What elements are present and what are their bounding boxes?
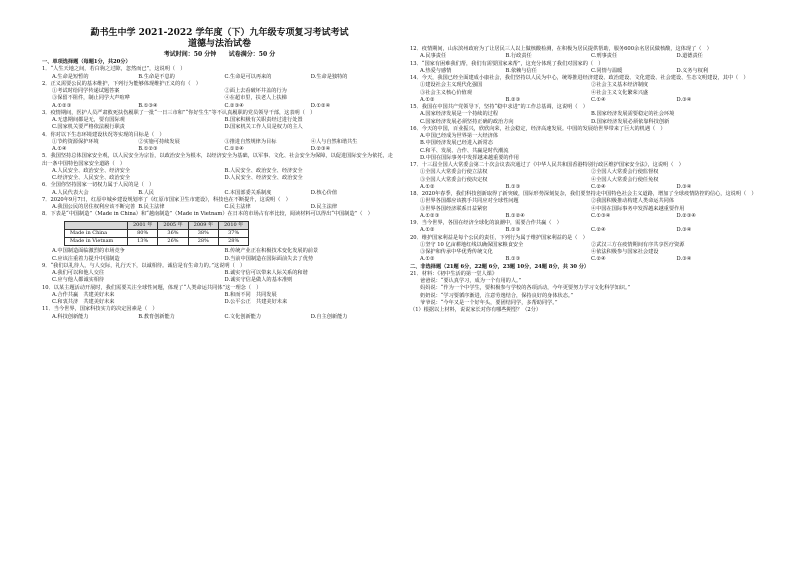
options <box>410 227 762 234</box>
option: D.生命是独特的 <box>310 73 348 80</box>
option: C.①③④ <box>591 212 611 219</box>
option: ③社会主义核心价值观 <box>420 89 472 96</box>
question: 11．当今世界，国家科技实力的决定因素是（ ） <box>42 306 158 313</box>
option: B.①③ <box>505 227 521 234</box>
table-header-cell: 2001 年 <box>128 221 158 229</box>
table-cell: Made in Vietnam <box>65 238 128 246</box>
option: ④依法积极参与国家社会建设 <box>591 249 659 255</box>
option: B.①②③ <box>138 146 158 152</box>
option: C.②④ <box>591 256 606 263</box>
option: D.民主法律 <box>310 204 338 210</box>
option: D.②③④ <box>676 212 697 219</box>
option: D.核心价值 <box>310 189 338 196</box>
option: C.①②④ <box>224 146 244 152</box>
options <box>42 314 397 321</box>
table-cell: Made in China <box>65 229 128 237</box>
question: 16．今天的中国，百业振兴，欣欣向荣，社会稳定，经济高速发展。中国的发展给世界带来了巨大的机遇（ ） <box>410 125 666 132</box>
table-cell: 37% <box>218 229 248 237</box>
exam-time: 考试时间：50 分钟 <box>163 51 217 58</box>
option: ②我国积极推动构建人类命运共同体 <box>591 198 675 205</box>
option: A.国家经济发展是一个持续的过程 <box>420 111 499 118</box>
table-cell: 28% <box>218 238 248 246</box>
options <box>42 117 397 132</box>
option: C.②④ <box>591 183 606 190</box>
option: C.和平、发展、合作、共赢是时代潮流 <box>420 147 509 154</box>
option: A.科技创新能力 <box>52 313 89 320</box>
table-cell: 13% <box>128 238 158 246</box>
option: A.热爱与感情 <box>420 67 452 74</box>
option: A.中国已经成为世界第一大经济体 <box>420 133 499 139</box>
option: B.国家经济发展需要稳定的社会环境 <box>591 111 675 118</box>
option: D.道德责任 <box>676 53 703 60</box>
option: ④在超市里，扶老人上扶梯 <box>224 95 287 102</box>
option: A.①②③ <box>420 212 440 219</box>
option: D.中国在国际事务中发挥越来越重要的作用 <box>420 154 519 161</box>
options <box>42 74 397 81</box>
material-line: 奶奶说：“学习要循序渐进，注意劳逸结合，保持良好的身体状态。” <box>420 292 574 299</box>
table-header-cell <box>65 221 128 229</box>
question: 5．我国坚持总体国家安全观，以人民安全为宗旨，以政治安全为根本，以经济安全为基础，以军事、文化、社会安全为保障，以促进国际安全为依托，走出一条中国特色国家安全道路（ ） <box>42 153 393 167</box>
option: B.诚实守信可以带来人际关系的和谐 <box>224 270 308 276</box>
option: D.③④ <box>676 96 692 103</box>
option: C.本国部委关系制度 <box>224 189 272 196</box>
option: C.应该注重着力提升中国制造 <box>52 255 120 262</box>
question: 20．维护国家利益是每个公民的责任，下列行为属于维护国家利益的是（ ） <box>410 234 588 241</box>
option: D.国家机关工作人员是权力的主人 <box>224 124 303 131</box>
material-line: 妈妈说：“作为一个中学生，要积极参与学校的各项活动，今年更要努力学习文化科学知识。” <box>420 285 631 292</box>
question: 18．2020年春季，我们科技创新取得了新突破，国际形势深刻复杂，我们要坚持走中国特色社会主义道路，增加了全球疫情防控的信心，这说明（ ） <box>410 191 757 197</box>
option: ②武汉三方在疫情期间有序共享医疗资源 <box>591 241 685 248</box>
option: C.国家机关要严格依法履行职责 <box>52 124 125 131</box>
exam-meta <box>42 50 397 59</box>
option: B.②③ <box>505 96 521 103</box>
option: A.人民代表大会 <box>52 189 89 196</box>
options <box>42 248 397 263</box>
question: 10．以某主题活动开展时，我们需要关注全球性问题，体现了“人类命运共同体”这一理念（ ） <box>42 284 262 291</box>
option: C.应与他人都诚实相待 <box>52 277 105 284</box>
option: ①世界各国都应该携手共同应对全球性问题 <box>420 198 519 205</box>
options <box>42 139 397 146</box>
option: D.③④ <box>676 183 692 190</box>
option: A.①② <box>420 227 435 234</box>
option: C.同情与温暖 <box>591 67 623 74</box>
question: 12．疫情期间，山东滨州政府为了让居民三人以上做核酸检测，在积极为居民提供帮助，服务600余名居民做核酸，这体现了（ ） <box>410 46 712 52</box>
option: A.中国制造面临激烈的市场竞争 <box>52 248 125 255</box>
option: ③保留不阻件，制止同学大声喧哗 <box>52 95 130 102</box>
option: C.民主法律 <box>224 204 251 210</box>
material <box>410 278 762 307</box>
option: A.①② <box>420 256 435 263</box>
option: C.国家经济发展必须坚持正确的政治方向 <box>420 118 514 125</box>
option: B.①②④ <box>505 212 525 219</box>
options <box>410 133 762 162</box>
option: A.合作共赢 共建美好未来 <box>52 291 115 298</box>
option: B.行政责任 <box>505 53 532 60</box>
table-cell: 36% <box>158 229 188 237</box>
table-header-row <box>65 221 249 229</box>
options <box>42 190 397 197</box>
option: B.民主法律 <box>138 204 165 210</box>
page-title: 勐书生中学 2021-2022 学年度（下）九年级专项复习考试考试 <box>90 28 349 38</box>
option: C.文化创新能力 <box>224 313 262 320</box>
table-cell: 38% <box>188 229 218 237</box>
options <box>410 68 762 75</box>
option: D.③④ <box>676 256 692 263</box>
option: ③保护和传承中华优秀传统文化 <box>420 249 493 255</box>
question: 6．全国你坚持国家一切权力属于人民的是（ ） <box>42 182 155 189</box>
option: D.③④ <box>676 227 692 234</box>
answers <box>410 213 762 220</box>
question: 7．2020年9月7日，红原中城乡建设规划率了《红原市国家卫生市建设》，科技也在不断提升，这说明（ ） <box>42 196 291 203</box>
options <box>410 169 762 184</box>
table-row <box>65 229 249 237</box>
option: A.①② <box>420 183 435 190</box>
answers <box>410 256 762 263</box>
option: ②社会主义基本经济制度 <box>591 82 649 89</box>
option: D.诚实守信是做人的基本准则 <box>224 277 293 284</box>
option: B.①③ <box>505 183 521 190</box>
exam-score: 试卷满分：50 分 <box>228 51 276 58</box>
answers <box>42 103 397 110</box>
option: ③世界各国经济联系日益紧密 <box>420 205 488 212</box>
option: C.①④ <box>591 96 606 103</box>
option: D.当前中国制造在国际面前失去了优势 <box>224 255 314 262</box>
option: D.①②④ <box>310 102 331 109</box>
option: C.和衷共济 共建美好未来 <box>52 299 115 305</box>
option: B.和而不同 共同发展 <box>224 291 277 298</box>
material-line: 爸爸说：“要认真学习，成为一个有用的人。” <box>420 278 522 284</box>
option: ②实施可持续发展 <box>138 138 180 145</box>
option: B.人民 <box>138 189 155 196</box>
option: A.我国公民的居住权利应该不断完善 <box>52 204 136 210</box>
table-header-cell: 2010 年 <box>218 221 248 229</box>
question: 9．“我们以礼待人，与人交际，礼行天下，以诚相待。诚信是有生命力的。”这说明（ ） <box>42 262 246 269</box>
question: 8．下表是“中国制造”（Made in China）和“越南制造”（Made in Vietnam）在日本的市场占有率比较，阅读材料可以得出“中国制造”（ ） <box>42 211 373 218</box>
option: B.教育创新能力 <box>138 313 175 320</box>
market-share-table <box>64 221 249 247</box>
question: 2．正义需要公民的基本维护，下列行为能够体现维护正义的有（ ） <box>42 80 201 87</box>
option: A.民事责任 <box>420 53 447 60</box>
sub-question: （1）根据以上材料，说说家长对你有哪些期望？（2分） <box>410 307 542 313</box>
option: D.义务与权利 <box>676 67 709 74</box>
option: B.国家积极有关职责经过进行处置 <box>224 117 303 123</box>
option: A.我们可以和他人交往 <box>52 270 105 276</box>
page-subtitle: 道德与法治试卷 <box>187 39 251 49</box>
options <box>42 270 397 285</box>
options <box>410 53 762 60</box>
option: ①全国人大常委会行使立法权 <box>420 169 488 176</box>
option: A.①② <box>420 96 435 103</box>
option: D.人民安全、经济安全、政治安全 <box>224 175 303 181</box>
question: 13．“国家有困难我们帮，我们有需要国家来帮”，这充分体现了我们对国家的（ ） <box>410 60 604 67</box>
option: B.传统产业正在积极技术变化发展的前景 <box>224 248 319 255</box>
question: 4．你对以下生态环境建设状况等实现的目标是（ ） <box>42 131 165 138</box>
options <box>410 111 762 126</box>
material-line: 爷爷说：“今年又是一个好年头，要团结同学，多帮助同学。” <box>420 299 558 306</box>
option: ①坚守 10 亿亩耕地红线以确保国家粮食安全 <box>420 241 524 248</box>
option: A.生命是短暂的 <box>52 73 89 80</box>
option: A.①④ <box>52 146 67 152</box>
section-heading: 一、单项选择题（每题1分，共20分） <box>42 59 131 65</box>
option: ②全国人大常委会行使监督权 <box>591 169 659 176</box>
option: B.生命是不息的 <box>138 73 175 80</box>
option: ②面上去看破坏井盖的行为 <box>224 88 287 94</box>
option: A.①②③ <box>52 102 72 109</box>
option: A.人民安全、政治安全、经济安全 <box>52 167 131 174</box>
question: 17．十三届全国人大常委会第二十次会议表决通过了《中华人民共和国香港特别行政区维护国家安全法》，这说明（ ） <box>410 162 684 168</box>
table-cell: 28% <box>188 238 218 246</box>
option: ①节约资源保护环境 <box>52 138 99 145</box>
option: ①建设社会主义现代化强国 <box>420 82 483 89</box>
options <box>410 198 762 213</box>
option: ③推进自然规律为目标 <box>224 138 277 145</box>
section-heading: 二、非选择题（21题 6分，22题 6分，23题 10分，24题 8分，共 30 分） <box>410 263 590 270</box>
options <box>42 292 397 307</box>
question: 21．材料：《初中生活的第一堂人课》 <box>410 270 498 277</box>
option: C.②④ <box>591 227 606 234</box>
question: 1．“人生天地之间，若白驹之过隙，忽然而已”，这说明（ ） <box>42 66 186 73</box>
question: 15．我国在中国共产党领导下，坚持“稳中求进”的工作总基调，这说明（ ） <box>410 104 588 110</box>
option: ①考试时给同学传递试题答案 <box>52 88 120 94</box>
options <box>42 168 397 183</box>
question: 19．当今世界，各国在经济全球化的浪潮中，需要合作共赢（ ） <box>410 220 562 226</box>
option: B.中国经济发展已经进入新常态 <box>420 140 493 147</box>
table-cell: 26% <box>158 238 188 246</box>
answers <box>410 97 762 104</box>
table-cell: 80% <box>128 229 158 237</box>
options <box>42 88 397 103</box>
option: ③全国人大常委会行使决定权 <box>420 176 488 183</box>
option: B.依赖与信任 <box>505 67 537 74</box>
table-header-cell: 2009 年 <box>188 221 218 229</box>
option: C.②③④ <box>224 102 244 109</box>
option: D.公平公正 共建美好未来 <box>224 299 288 305</box>
option: ④社会主义文化繁荣兴盛 <box>591 89 649 96</box>
option: C.刑事责任 <box>591 53 618 60</box>
option: D.国家经济发展必须依靠科技创新 <box>591 118 670 125</box>
right-column <box>410 46 762 314</box>
question: 14．今天，我国已经全面建成小康社会，我们坚持以人民为中心，统筹推进经济建设、政治建设、文化建设、社会建设、生态文明建设，其中（ ） <box>410 75 749 81</box>
option: D.②③④ <box>310 146 331 152</box>
option: A.无患期间都是无，要有国际观 <box>52 117 125 123</box>
option: B.人民安全、政治安全、经济安全 <box>224 167 303 174</box>
option: B.①③ <box>505 256 521 263</box>
table-row <box>65 238 249 246</box>
left-column <box>42 16 397 321</box>
option: C.生命是可以再来的 <box>224 73 272 80</box>
options <box>410 242 762 257</box>
option: C.经济安全、人民安全、政治安全 <box>52 175 131 181</box>
options <box>410 82 762 97</box>
option: B.①③④ <box>138 102 158 109</box>
option: ④人与自然和谐共生 <box>310 138 358 145</box>
option: ④全国人大常委会行使任免权 <box>591 176 659 183</box>
table-header-cell: 2005 年 <box>158 221 188 229</box>
option: D.自主创新能力 <box>310 313 348 320</box>
answers <box>410 184 762 191</box>
question: 3．疫情期间，医护人员严肃救死扶伤履职了一批“一日三市和”“你好生生”等不认真履职的党员领导干部，这表明（ ） <box>42 109 316 116</box>
option: ④中国在国际事务中发挥越来越重要作用 <box>591 205 685 212</box>
